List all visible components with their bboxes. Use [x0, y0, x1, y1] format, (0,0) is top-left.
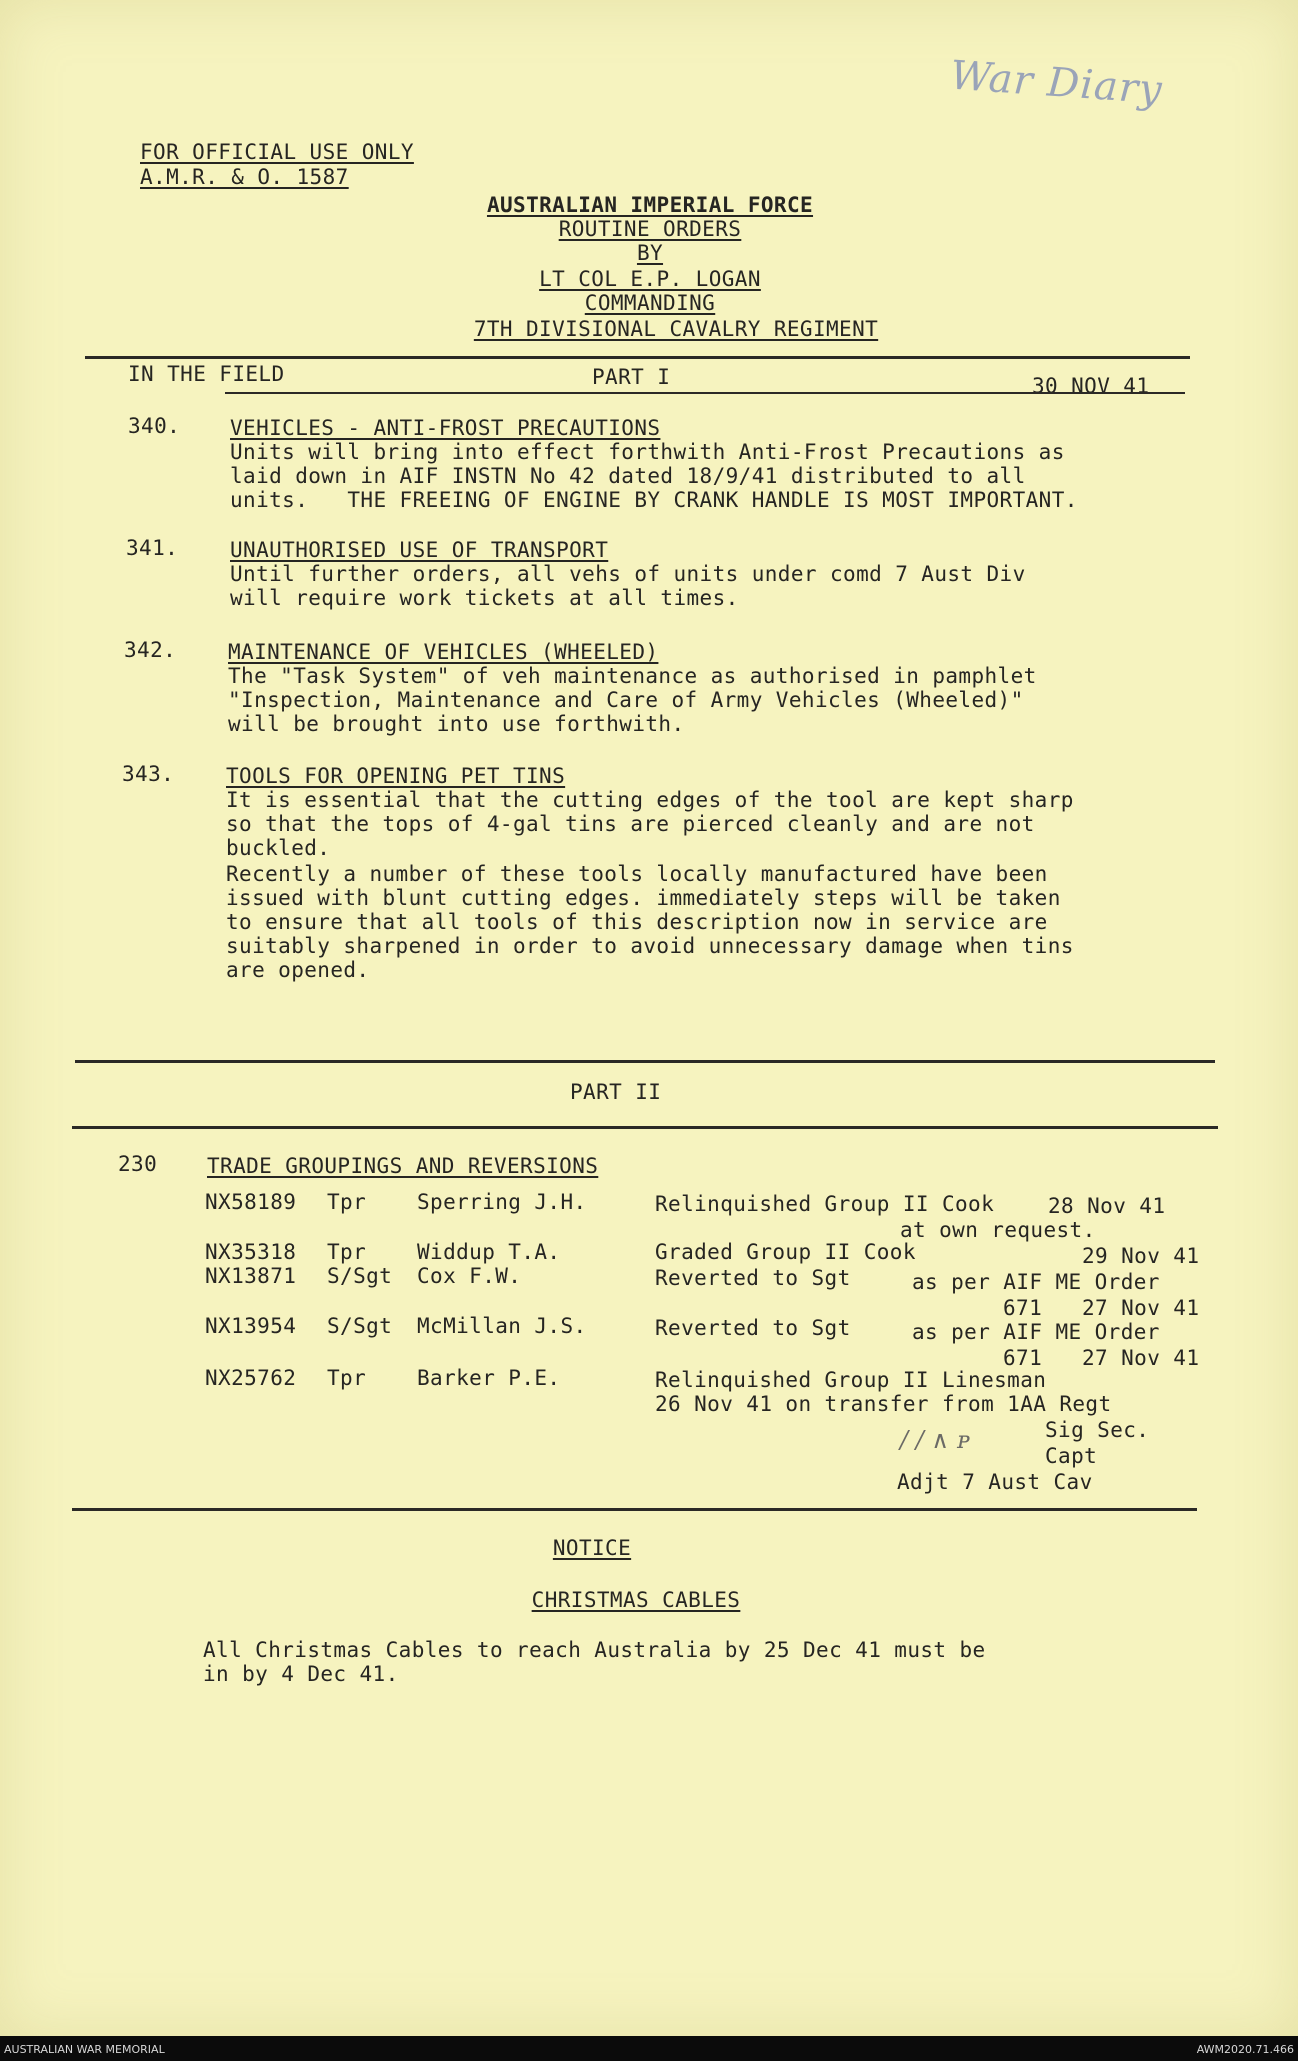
table-row-4-action: Reverted to Sgt	[655, 1316, 851, 1340]
order-text-343-l7: suitably sharpened in order to avoid unnecessary damage when tins	[226, 934, 1074, 958]
table-row-5-name: Barker P.E.	[417, 1366, 561, 1390]
commanding-line: COMMANDING	[584, 291, 716, 315]
order-number-342: 342.	[124, 638, 177, 662]
location-label: IN THE FIELD	[128, 362, 285, 386]
order-text-341-l1: Until further orders, all vehs of units under comd 7 Aust Div	[230, 562, 1026, 586]
order-number-343: 343.	[122, 762, 175, 786]
order-text-340-l1: Units will bring into effect forthwith Anti-Frost Precautions as	[230, 440, 1065, 464]
table-row-1-date: 28 Nov 41	[1048, 1194, 1166, 1218]
table-row-2-number: NX35318	[205, 1240, 297, 1264]
table-row-1-action: Relinquished Group II Cook	[655, 1192, 995, 1216]
table-row-5-rank: Tpr	[327, 1366, 367, 1390]
order-text-343-l1: It is essential that the cutting edges of the tool are kept sharp	[226, 788, 1074, 812]
order-text-342-l3: will be brought into use forthwith.	[228, 712, 685, 736]
order-text-340-l2: laid down in AIF INSTN No 42 dated 18/9/41 distributed to all	[230, 464, 1026, 488]
table-row-3-order-number: 671	[1003, 1296, 1043, 1320]
order-text-340-l3: units. THE FREEING OF ENGINE BY CRANK HANDLE IS MOST IMPORTANT.	[230, 488, 1078, 512]
notice-top-rule	[72, 1508, 1197, 1511]
order-text-342-l2: "Inspection, Maintenance and Care of Army Vehicles (Wheeled)"	[228, 688, 1024, 712]
order-title-341: UNAUTHORISED USE OF TRANSPORT	[230, 538, 609, 562]
order-text-343-l5: issued with blunt cutting edges. immediately steps will be taken	[226, 886, 1061, 910]
notice-text-l2: in by 4 Dec 41.	[203, 1662, 399, 1686]
table-row-4-date: 27 Nov 41	[1082, 1346, 1200, 1370]
order-number-230: 230	[118, 1152, 158, 1176]
table-row-1-note: at own request.	[900, 1218, 1096, 1242]
document-title: AUSTRALIAN IMPERIAL FORCE	[486, 193, 814, 217]
document-subtitle: ROUTINE ORDERS	[558, 217, 742, 241]
header-rule	[85, 356, 1190, 359]
order-text-342-l1: The "Task System" of veh maintenance as authorised in pamphlet	[228, 664, 1037, 688]
table-row-2-rank: Tpr	[327, 1240, 367, 1264]
order-text-343-l8: are opened.	[226, 958, 370, 982]
notice-text-l1: All Christmas Cables to reach Australia by 25 Dec 41 must be	[203, 1638, 986, 1662]
order-title-230: TRADE GROUPINGS AND REVERSIONS	[207, 1154, 599, 1178]
table-row-2-date: 29 Nov 41	[1082, 1244, 1200, 1268]
table-row-3-name: Cox F.W.	[417, 1264, 522, 1288]
table-row-1-rank: Tpr	[327, 1190, 367, 1214]
signature: / / ∧ ᴩ	[900, 1426, 970, 1454]
order-number-340: 340.	[128, 414, 181, 438]
table-row-5-action: Relinquished Group II Linesman	[655, 1368, 1047, 1392]
table-row-5-number: NX25762	[205, 1366, 297, 1390]
commander-name: LT COL E.P. LOGAN	[539, 267, 761, 291]
table-row-4-name: McMillan J.S.	[417, 1314, 587, 1338]
table-row-4-number: NX13954	[205, 1314, 297, 1338]
by-line: BY	[636, 241, 664, 265]
order-text-343-l3: buckled.	[226, 836, 331, 860]
table-row-2-action: Graded Group II Cook	[655, 1240, 916, 1264]
part2-top-rule	[75, 1060, 1215, 1063]
unit-name: 7TH DIVISIONAL CAVALRY REGIMENT	[473, 317, 879, 341]
footer-accession: AWM2020.71.466	[1196, 2043, 1294, 2056]
order-text-343-l6: to ensure that all tools of this description now in service are	[226, 910, 1048, 934]
order-text-343-l4: Recently a number of these tools locally manufactured have been	[226, 862, 1048, 886]
table-row-3-date: 27 Nov 41	[1082, 1296, 1200, 1320]
restricted-marking: FOR OFFICIAL USE ONLY	[140, 140, 414, 164]
part1-heading: PART I	[592, 365, 671, 389]
table-row-3-reference: as per AIF ME Order	[912, 1270, 1160, 1294]
table-row-5-unit: Sig Sec.	[1045, 1418, 1150, 1442]
table-row-3-number: NX13871	[205, 1264, 297, 1288]
order-reference: A.M.R. & O. 1587	[140, 165, 349, 189]
table-row-4-order-number: 671	[1003, 1346, 1043, 1370]
table-row-5-detail: 26 Nov 41 on transfer from 1AA Regt	[655, 1392, 1112, 1416]
order-title-343: TOOLS FOR OPENING PET TINS	[226, 764, 566, 788]
table-row-1-number: NX58189	[205, 1190, 297, 1214]
order-title-342: MAINTENANCE OF VEHICLES (WHEELED)	[228, 640, 659, 664]
signatory-appointment: Adjt 7 Aust Cav	[897, 1470, 1093, 1494]
table-row-2-name: Widdup T.A.	[417, 1240, 561, 1264]
part2-bottom-rule	[72, 1126, 1218, 1129]
handwritten-note: War Diary	[948, 52, 1165, 114]
order-text-343-l2: so that the tops of 4-gal tins are pierced cleanly and are not	[226, 812, 1035, 836]
notice-heading: NOTICE	[552, 1536, 632, 1560]
table-row-3-rank: S/Sgt	[327, 1264, 393, 1288]
order-text-341-l2: will require work tickets at all times.	[230, 586, 739, 610]
order-number-341: 341.	[126, 536, 179, 560]
order-date: 30 NOV 41	[1032, 374, 1150, 398]
order-title-340: VEHICLES - ANTI-FROST PRECAUTIONS	[230, 416, 661, 440]
footer-credit: AUSTRALIAN WAR MEMORIAL	[4, 2043, 165, 2056]
table-row-1-name: Sperring J.H.	[417, 1190, 587, 1214]
bar-rule	[225, 392, 1185, 394]
part2-heading: PART II	[570, 1080, 662, 1104]
table-row-3-action: Reverted to Sgt	[655, 1266, 851, 1290]
table-row-4-reference: as per AIF ME Order	[912, 1320, 1160, 1344]
signatory-rank: Capt	[1045, 1444, 1098, 1468]
table-row-4-rank: S/Sgt	[327, 1314, 393, 1338]
notice-subheading: CHRISTMAS CABLES	[531, 1588, 741, 1612]
